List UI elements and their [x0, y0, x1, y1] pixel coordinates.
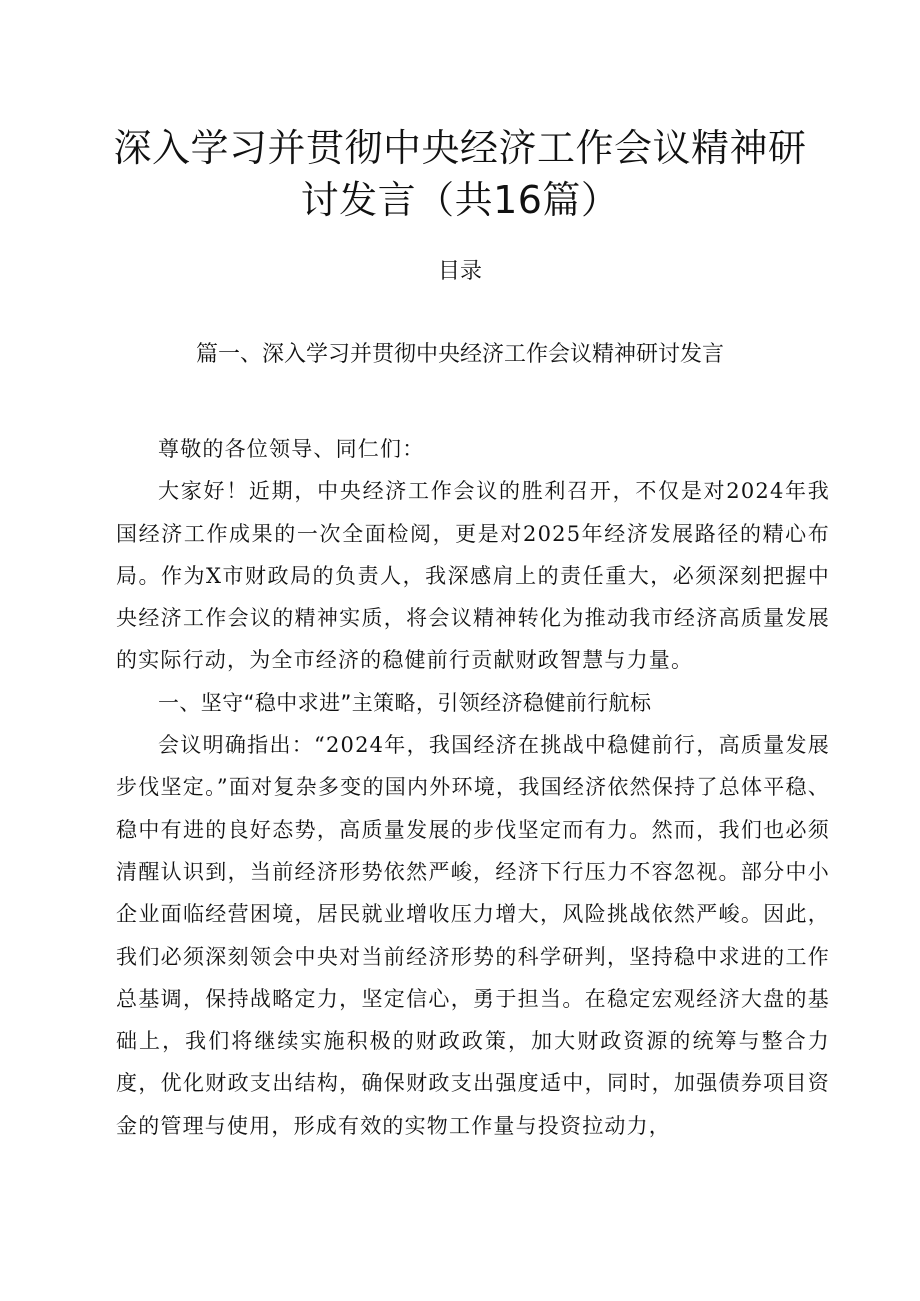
paragraph-section-one: 会议明确指出：“2024年，我国经济在挑战中稳健前行，高质量发展步伐坚定。”面对复杂多变的国内外环境，我国经济依然保持了总体平稳、稳中有进的良好态势，高质量发展的步伐坚定而有力。然而，我们也必须清醒认识到，当前经济形势依然严峻，经济下行压力不容忽视。部分中小企业面临经营困境，居民就业增收压力增大，风险挑战依然严峻。因此，我们必须深刻领会中央对当前经济形势的科学研判，坚持稳中求进的工作总基调，保持战略定力，坚定信心，勇于担当。在稳定宏观经济大盘的基础上，我们将继续实施积极的财政政策，加大财政资源的统筹与整合力度，优化财政支出结构，确保财政支出强度适中，同时，加强债券项目资金的管理与使用，形成有效的实物工作量与投资拉动力，: [116, 733, 830, 1138]
document-body: [116, 428, 830, 1147]
toc-heading: 目录: [437, 259, 482, 284]
document-title: 深入学习并贯彻中央经济工作会议精神研讨发言（共16篇）: [113, 126, 807, 222]
salutation: 尊敬的各位领导、同仁们：: [158, 437, 425, 461]
section-heading: 一、坚守“稳中求进”主策略，引领经济稳健前行航标: [158, 690, 652, 715]
paragraph-intro: 大家好！近期，中央经济工作会议的胜利召开，不仅是对2024年我国经济工作成果的一次全面检阅，更是对2025年经济发展路径的精心布局。作为X市财政局的负责人，我深感肩上的责任重大，必须深刻把握中央经济工作会议的精神实质，将会议精神转化为推动我市经济高质量发展的实际行动，为全市经济的稳健前行贡献财政智慧与力量。: [116, 479, 830, 673]
article-title: 篇一、深入学习并贯彻中央经济工作会议精神研讨发言: [195, 342, 724, 367]
